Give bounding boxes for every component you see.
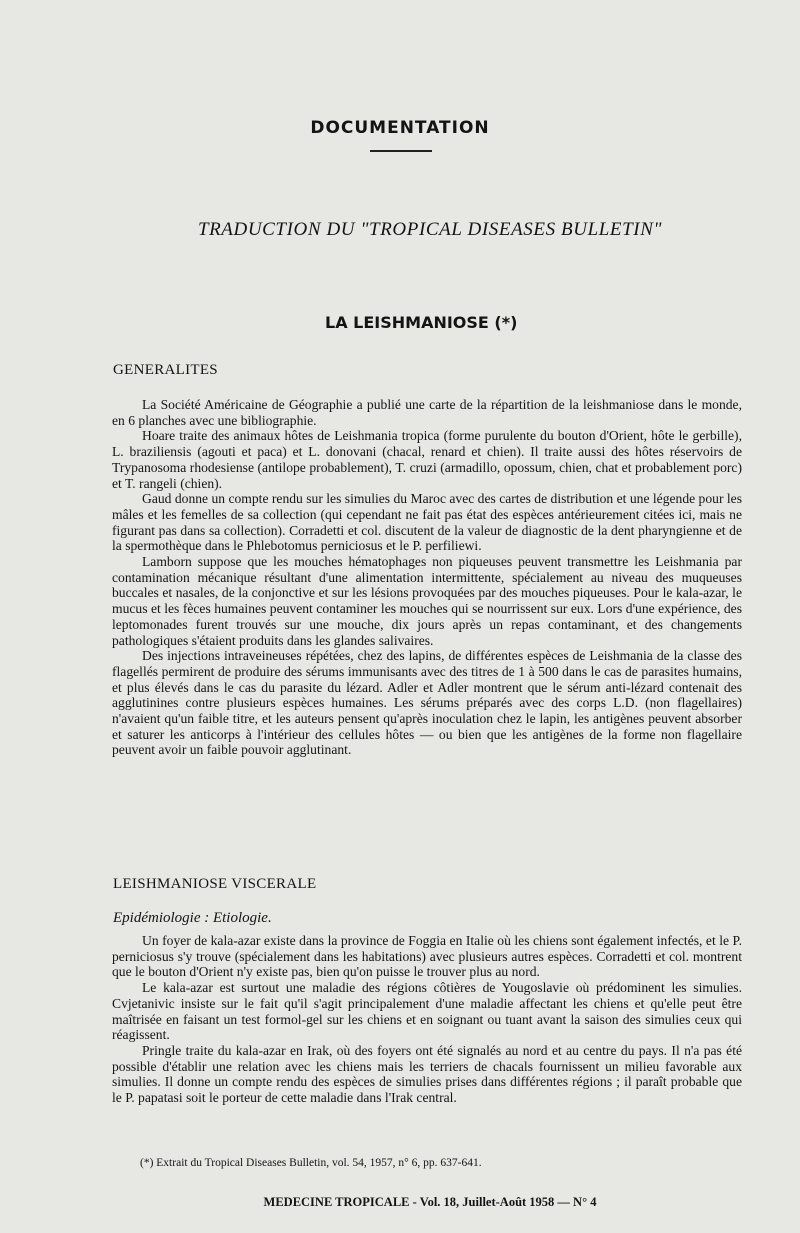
article-title: LA LEISHMANIOSE (*) — [325, 313, 518, 332]
section-heading-viscerale: LEISHMANIOSE VISCERALE — [113, 876, 317, 892]
viscerale-body — [112, 933, 742, 1106]
documentation-heading: DOCUMENTATION — [310, 118, 490, 138]
paragraph: Hoare traite des animaux hôtes de Leishmania tropica (forme purulente du bouton d'Orient, hôte le gerbille), L. braziliensis (agouti et paca) et L. donovani (chacal, renard et chien). Il traite aussi des hôtes réservoirs de Trypanosoma rhodesiense (antilope probablement), T. cruzi (armadillo, opossum, chien, chat et probablement porc) et T. rangeli (chien). — [112, 428, 742, 491]
generalites-body — [112, 397, 742, 758]
paragraph: Pringle traite du kala-azar en Irak, où des foyers ont été signalés au nord et au centre du pays. Il n'a pas été possible d'établir une relation avec les chiens mais les terriers de chacals fournissent un milieu favorable aux simulies. Il donne un compte rendu des espèces de simulies prises dans différentes régions ; il paraît probable que le P. papatasi soit le porteur de cette maladie dans l'Irak central. — [112, 1042, 742, 1106]
paragraph: Un foyer de kala-azar existe dans la province de Foggia en Italie où les chiens sont également infectés, et le P. perniciosus s'y trouve (spécialement dans les habitations) avec plusieurs autres espèces. Corradetti et col. montrent que le bouton d'Orient n'y existe pas, bien qu'on puisse le trouver plus au nord. — [112, 933, 742, 980]
translation-title: TRADUCTION DU "TROPICAL DISEASES BULLETIN" — [197, 219, 663, 240]
footnote: (*) Extrait du Tropical Diseases Bulletin, vol. 54, 1957, n° 6, pp. 637-641. — [140, 1157, 482, 1169]
paragraph: La Société Américaine de Géographie a publié une carte de la répartition de la leishmaniose dans le monde, en 6 planches avec une bibliographie. — [112, 397, 742, 428]
paragraph: Des injections intraveineuses répétées, chez des lapins, de différentes espèces de Leishmania de la classe des flagellés permirent de produire des sérums immunisants avec des titres de 1 à 500 dans le cas de parasites humains, et plus élevés dans le cas du parasite du lézard. Adler et Adler montrent que le sérum anti-lézard contenait des agglutinines contre plusieurs espèces humaines. Les sérums préparés avec des corps L.D. (non flagellaires) n'avaient qu'un faible titre, et les auteurs pensent qu'après inoculation chez le lapin, les antigènes peuvent absorber et saturer les anticorps à l'intérieur des cellules hôtes — ou bien que les antigènes de la forme non flagellaire peuvent avoir un faible pouvoir agglutinant. — [112, 648, 742, 758]
subheading-epidemiologie: Epidémiologie : Etiologie. — [113, 910, 272, 926]
paragraph: Gaud donne un compte rendu sur les simulies du Maroc avec des cartes de distribution et une légende pour les mâles et les femelles de sa collection (qui cependant ne fait pas état des espèces antérieurement citées ici, mais ne figurant pas dans sa collection). Corradetti et col. discutent de la valeur de diagnostic de la dent pharyngienne et de la spermothèque dans le Phlebotomus perniciosus et le P. perfiliewi. — [112, 491, 742, 554]
section-heading-generalites: GENERALITES — [113, 362, 218, 378]
paragraph: Lamborn suppose que les mouches hématophages non piqueuses peuvent transmettre les Leishmania par contamination mécanique résultant d'une alimentation intermittente, spécialement au niveau des muqueuses buccales et nasales, de la conjonctive et sur les lésions provoquées par des mouches piqueuses. Pour le kala-azar, le mucus et les fèces humaines peuvent contaminer les mouches qui se nourrissent sur eux. Lors d'une expérience, des leptomonades furent trouvés sur une mouche, dix jours après un repas contaminant, et des changements pathologiques s'étaient produits dans les glandes salivaires. — [112, 554, 742, 648]
heading-rule — [370, 150, 432, 152]
journal-footer: MEDECINE TROPICALE - Vol. 18, Juillet-Août 1958 — N° 4 — [263, 1195, 597, 1209]
paragraph: Le kala-azar est surtout une maladie des régions côtières de Yougoslavie où prédominent les simulies. Cvjetanivic insiste sur le fait qu'il s'agit principalement d'une maladie affectant les chiens et qu'elle peut être maîtrisée en faisant un test formol-gel sur les chiens et en soignant ou tuant avant la saison des simulies ceux qui réagissent. — [112, 980, 742, 1043]
